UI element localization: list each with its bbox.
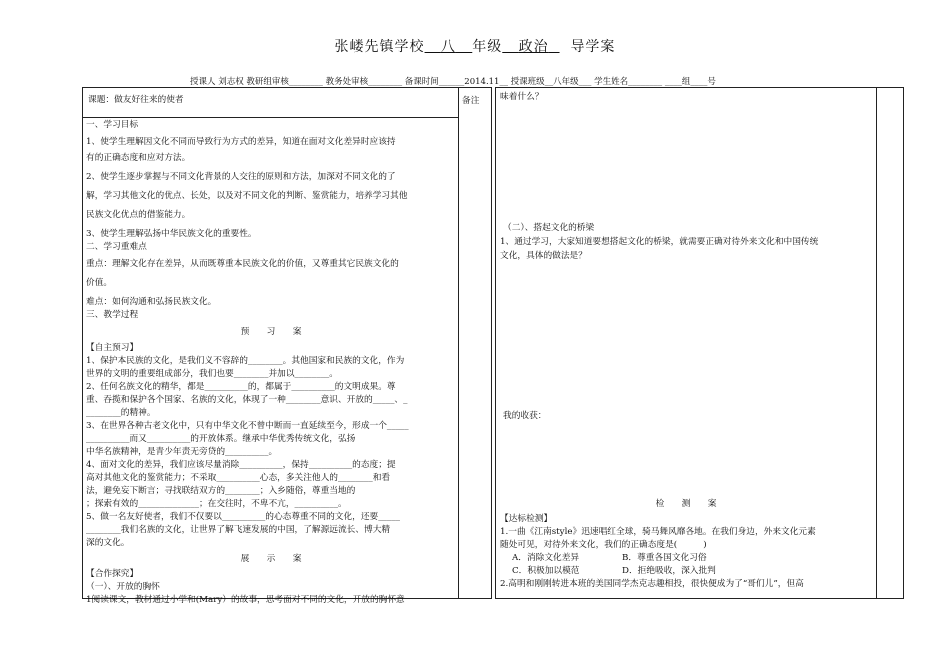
grade-suffix: 年级 bbox=[472, 39, 503, 55]
question-5-line-1: 5、做一名友好使者，我们不仅要以__________的心态尊重不同的文化，还要_____ bbox=[86, 512, 400, 522]
subject-value: 政治 bbox=[518, 39, 549, 55]
cooperation-question-1: 1阅读课文，教材通过小学和(Mary）的故事，思考面对不同的文化，开放的胸怀意 bbox=[86, 595, 405, 605]
topic-row-divider bbox=[82, 117, 459, 118]
bridge-question-line-2: 文化，具体的做法是？ bbox=[500, 251, 587, 261]
meta-line: 授课人 刘志权 教研组审核________ 教务处审核________ 备课时间______2014.11__ 授课班级__八年级___ 学生姓名________ ____组____号 bbox=[190, 77, 716, 87]
grade-value: 八 bbox=[440, 39, 456, 55]
section-goals: 一、学习目标 bbox=[86, 120, 139, 130]
goal-2-line-2: 解，学习其他文化的优点、长处，以及对不同文化的判断、鉴赏能力，培养学习其他 bbox=[86, 191, 408, 201]
page-title bbox=[0, 36, 950, 56]
test-title: 检 测 案 bbox=[655, 499, 717, 509]
question-2-line-3: ________的精神。 bbox=[86, 408, 156, 418]
bridge-question-line-1: 1、通过学习，大家知道要想搭起文化的桥梁，就需要正确对待外来文化和中国传统 bbox=[500, 237, 819, 247]
difficult-point: 难点：如何沟通和弘扬民族文化。 bbox=[86, 297, 217, 307]
bridge-heading: （二）、搭起文化的桥梁 bbox=[503, 223, 595, 233]
cooperation-section-1: （一）、开放的胸怀 bbox=[86, 582, 160, 592]
cooperation-heading: 【合作探究】 bbox=[86, 569, 139, 579]
section-process: 三、教学过程 bbox=[86, 310, 139, 320]
test-1-line-2: 随处可见，对待外来文化，我们的正确态度是( ) bbox=[500, 540, 707, 550]
key-point-line-2: 价值。 bbox=[86, 278, 113, 288]
section-key-points: 二、学习重难点 bbox=[86, 242, 147, 252]
question-3-line-3: 中华名族精神，是青少年责无旁贷的__________。 bbox=[86, 447, 278, 457]
goal-3: 3、使学生理解弘扬中华民族文化的重要性。 bbox=[86, 229, 257, 239]
harvest-label: 我的收获： bbox=[503, 411, 547, 421]
test-1-option-d: D．拒绝吸收，深入批判 bbox=[622, 566, 716, 576]
goal-1-line-2: 有的正确态度和应对方法。 bbox=[86, 153, 191, 163]
show-title: 展 示 案 bbox=[240, 554, 302, 564]
right-content bbox=[500, 91, 872, 104]
preview-title: 预 习 案 bbox=[240, 327, 302, 337]
question-2-line-2: 重、吞揽和保护各个国家、名族的文化，体现了一种________意识、开放的_____、_ bbox=[86, 395, 408, 405]
school-name: 张嵝先镇学校 bbox=[334, 39, 425, 55]
right-notes-divider bbox=[876, 87, 877, 598]
question-4-line-1: 4、面对文化的差异，我们应该尽量消除__________，保持__________的态度；提 bbox=[86, 460, 396, 470]
test-1-option-b: B．尊重各国文化习俗 bbox=[622, 553, 707, 563]
lesson-topic: 课题：做友好往来的使者 bbox=[88, 95, 184, 105]
key-point-line-1: 重点：理解文化存在差异，从而既尊重本民族文化的价值，又尊重其它民族文化的 bbox=[86, 259, 399, 269]
question-3-line-2: __________而又__________的开放体系。继承中华优秀传统文化，弘扬 bbox=[86, 434, 356, 444]
goal-2-line-1: 2、使学生逐步掌握与不同文化背景的人交往的原则和方法，加深对不同文化的了 bbox=[86, 172, 396, 182]
question-3-line-1: 3、在世界各种古老文化中，只有中华文化不曾中断而一直延续至今，形成一个_____ bbox=[86, 421, 409, 431]
left-content bbox=[86, 119, 456, 607]
continued-question: 味着什么？ bbox=[500, 92, 544, 102]
question-4-line-3: 法，避免妄下断言；寻找联结双方的________；入乡随俗，尊重当地的 bbox=[86, 486, 356, 496]
notes-column-divider bbox=[458, 87, 459, 598]
question-5-line-3: 深的文化。 bbox=[86, 538, 130, 548]
self-preview-heading: 【自主预习】 bbox=[86, 343, 139, 353]
doc-type: 导学案 bbox=[570, 39, 616, 55]
goal-1-line-1: 1、使学生理解因文化不同而导致行为方式的差异，知道在面对文化差异时应该持 bbox=[86, 137, 396, 147]
notes-header: 备注 bbox=[462, 96, 480, 106]
test-1-option-c: C．积极加以模范 bbox=[512, 566, 580, 576]
test-1-option-a: A．消除文化差异 bbox=[512, 553, 580, 563]
question-1-line-1: 1、保护本民族的文化，是我们义不容辞的________。其他国家和民族的文化，作为 bbox=[86, 356, 405, 366]
question-2-line-1: 2、任何名族文化的精华，都是__________的，都属于__________的文明成果。尊 bbox=[86, 382, 396, 392]
question-4-line-2: 高对其他文化的鉴赏能力；不采取__________心态，多关注他人的________和看 bbox=[86, 473, 391, 483]
test-heading: 【达标检测】 bbox=[500, 514, 553, 524]
question-4-line-4: ；探索有效的______________；在交往时，不卑不亢，__________。 bbox=[86, 499, 347, 509]
right-table bbox=[495, 87, 904, 599]
goal-2-line-3: 民族文化优点的借鉴能力。 bbox=[86, 210, 191, 220]
test-2-line-1: 2.高明和刚刚转进本班的美国同学杰克志趣相投，很快便成为了“哥们儿”，但高 bbox=[500, 579, 804, 589]
question-5-line-2: ________我们名族的文化，让世界了解飞速发展的中国，了解源远流长、博大精 bbox=[86, 525, 391, 535]
test-1-line-1: 1.一曲《江南style》迅速唱红全球，骑马舞风靡各地。在我们身边，外来文化元素 bbox=[500, 527, 816, 537]
question-1-line-2: 世界的文明的重要组成部分，我们也要________并加以________。 bbox=[86, 369, 338, 379]
